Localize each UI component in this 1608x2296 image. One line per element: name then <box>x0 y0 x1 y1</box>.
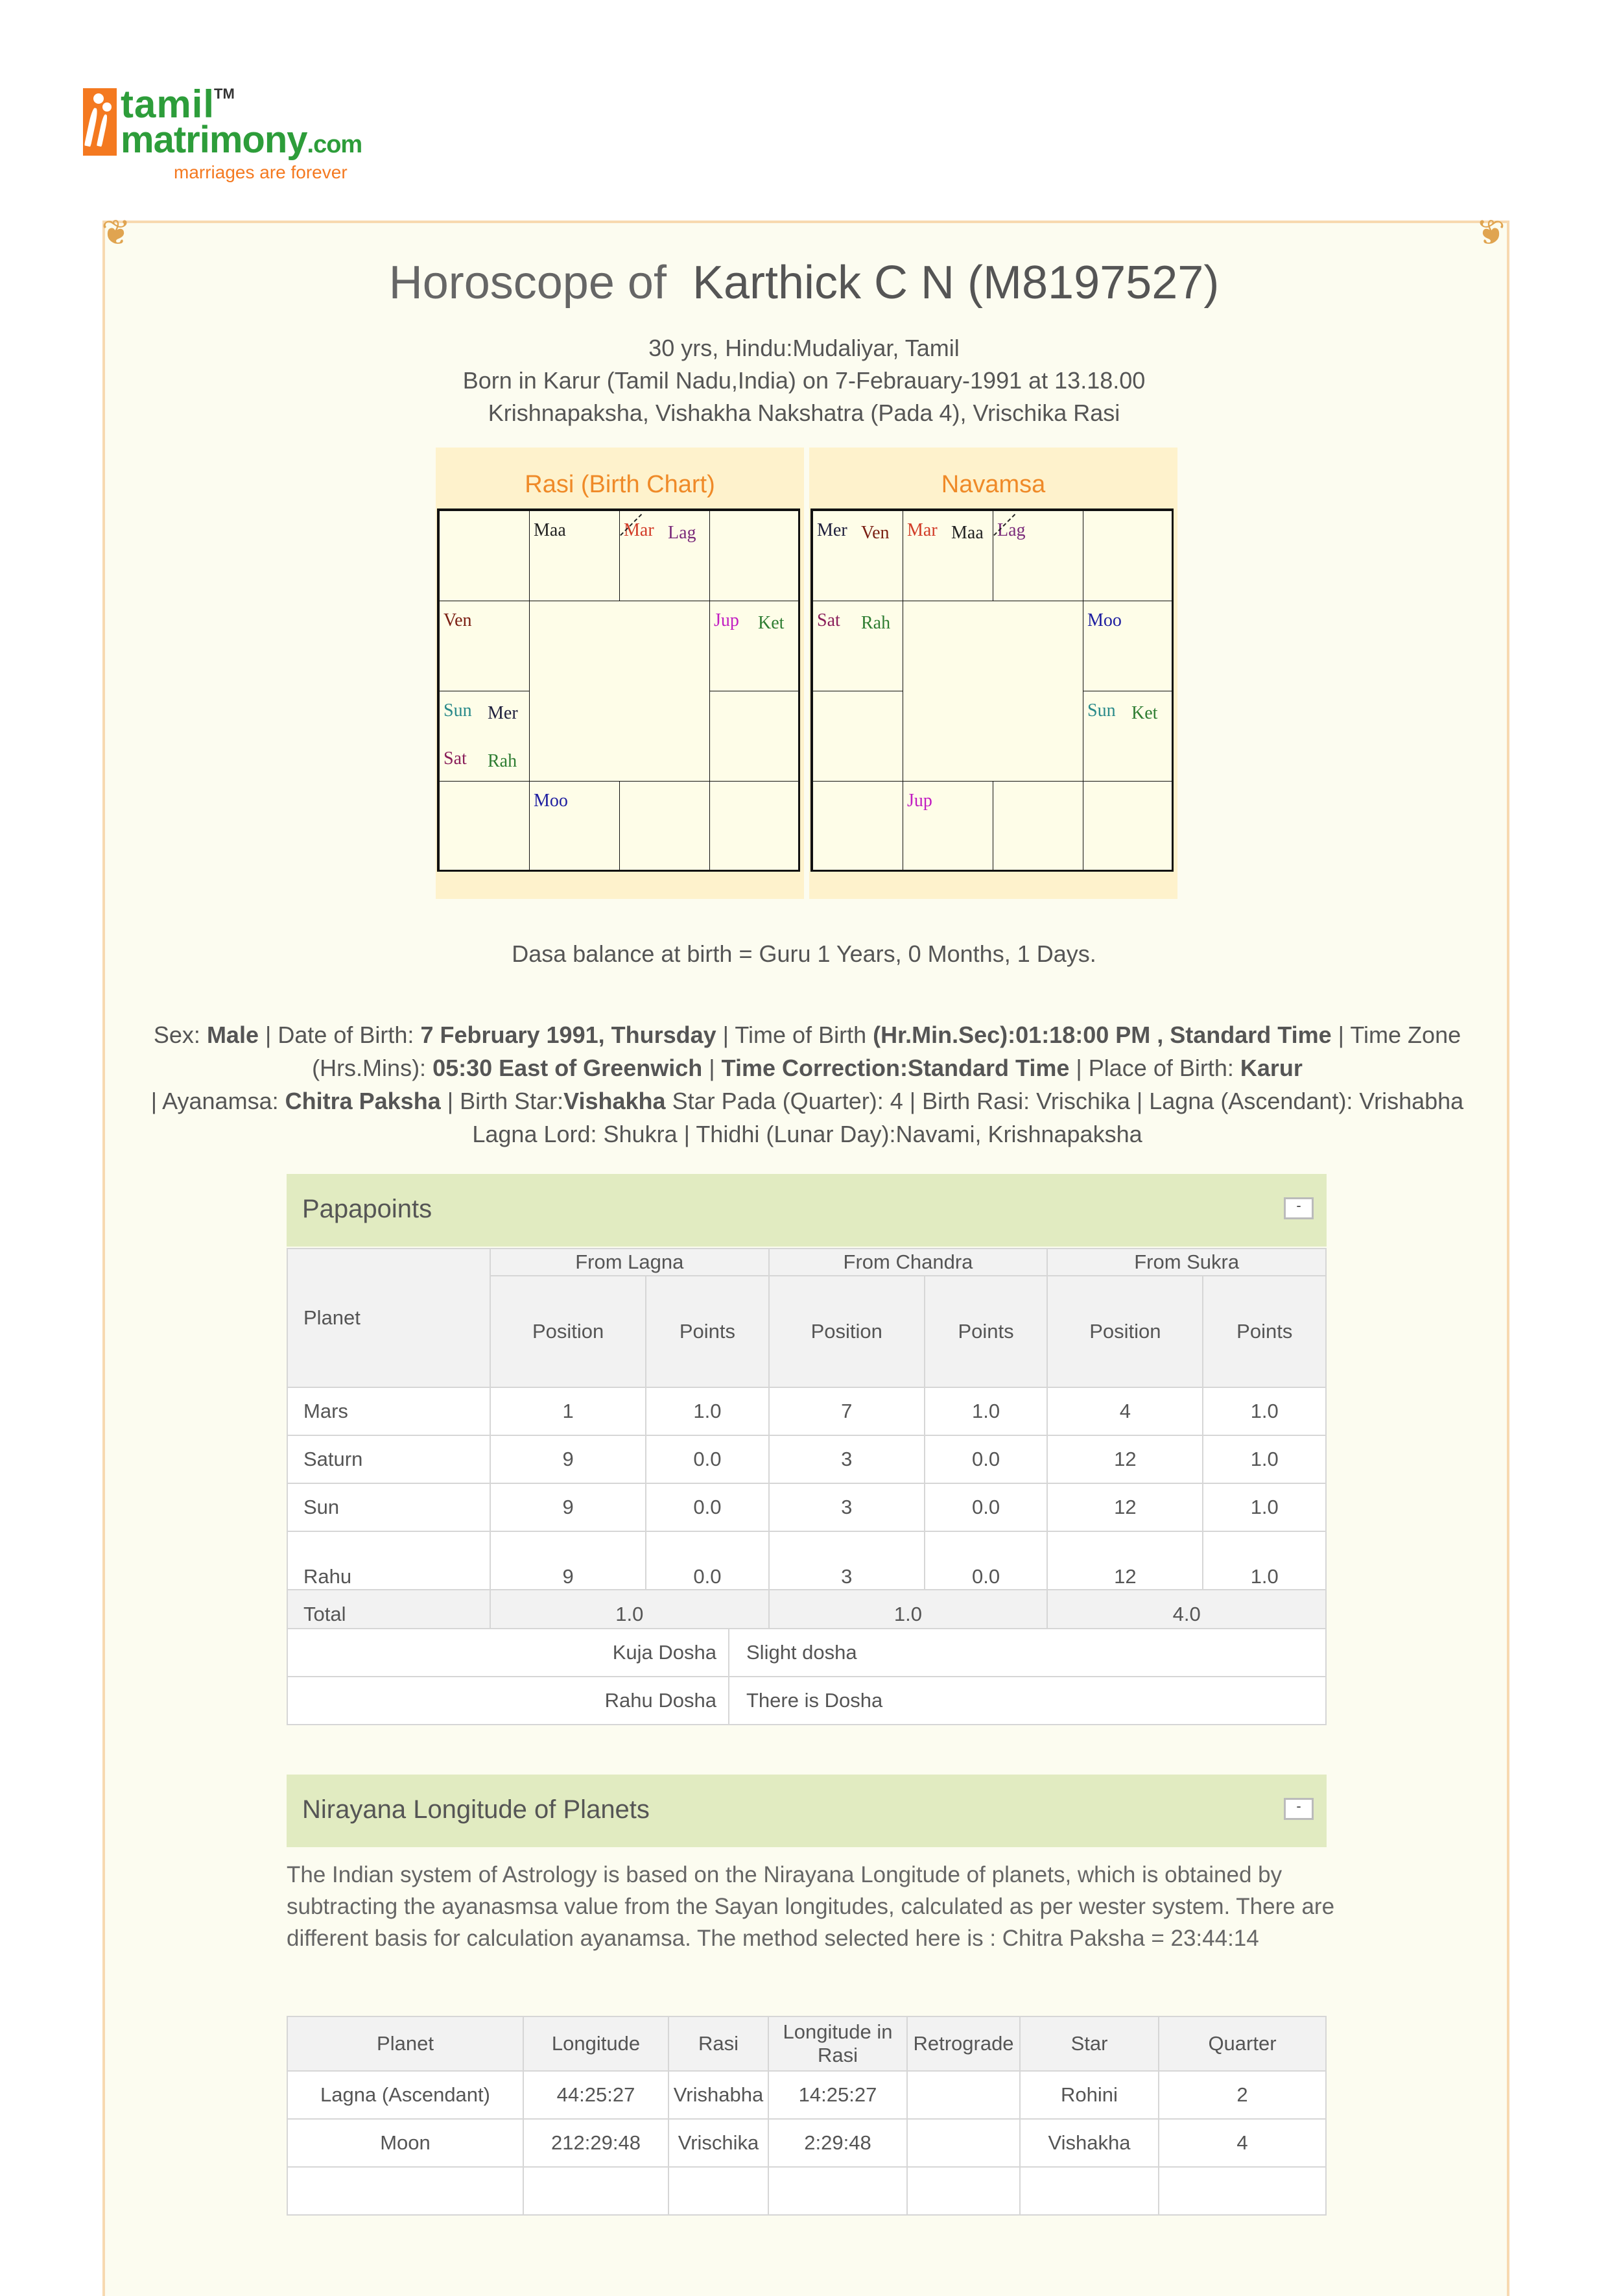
papapoints-title: Papapoints <box>302 1195 432 1223</box>
lagna: Lagna (Ascendant): Vrishabha <box>1149 1088 1464 1114</box>
nirayana-title: Nirayana Longitude of Planets <box>302 1795 650 1824</box>
planet-name: Mars <box>287 1387 490 1435</box>
dosha-row <box>287 1629 1326 1677</box>
cell <box>668 2167 768 2215</box>
papapoints-table <box>287 1248 1327 1640</box>
planet-row <box>287 2167 1326 2215</box>
ayanamsa-value: Chitra Paksha <box>285 1088 441 1114</box>
col-points: Points <box>1203 1276 1326 1387</box>
house-cell <box>439 601 530 691</box>
papapoints-row <box>287 1435 1326 1483</box>
house-cell <box>1083 691 1174 782</box>
title-prefix: Horoscope of <box>388 257 667 309</box>
col-position: Position <box>769 1276 925 1387</box>
planet-row <box>287 2071 1326 2119</box>
nirayana-table <box>287 2016 1327 2216</box>
planet-name: Rahu <box>287 1531 490 1590</box>
position-cell: 9 <box>490 1435 646 1483</box>
planet-label: Moo <box>534 791 568 811</box>
house-cell <box>529 510 620 601</box>
house-cell <box>1083 510 1174 601</box>
cell <box>907 2119 1020 2167</box>
house-cell <box>439 781 530 872</box>
house-cell <box>993 510 1083 601</box>
house-cell <box>903 510 993 601</box>
house-cell <box>619 781 710 872</box>
sex-value: Male <box>206 1022 259 1048</box>
planet-label: Ket <box>1131 703 1158 723</box>
papapoints-row <box>287 1483 1326 1531</box>
page-title <box>0 256 1608 309</box>
papapoints-row <box>287 1387 1326 1435</box>
group-header: From Chandra <box>769 1249 1048 1276</box>
house-cell <box>812 510 903 601</box>
nirayana-intro: The Indian system of Astrology is based on the Nirayana Longitude of planets, which is obtained by subtracting the ayanasmsa value from the Sayan longitudes, calculated as per wester system. There are different basis for calculation ayanamsa. The method selected here is : Chitra Paksha = 23:44:14 <box>287 1862 1335 1951</box>
dosha-table <box>287 1628 1327 1725</box>
points-cell: 0.0 <box>925 1531 1047 1590</box>
points-cell: 1.0 <box>1203 1387 1326 1435</box>
dosha-value: There is Dosha <box>729 1677 1326 1725</box>
position-cell: 12 <box>1047 1531 1203 1590</box>
planet-name: Saturn <box>287 1435 490 1483</box>
cell <box>287 2167 523 2215</box>
dosha-value: Slight dosha <box>729 1629 1326 1677</box>
cell: Vrischika <box>668 2119 768 2167</box>
pob-value: Karur <box>1240 1055 1303 1081</box>
cell: 2 <box>1159 2071 1326 2119</box>
points-cell: 0.0 <box>646 1531 768 1590</box>
logo-brand-suffix: .com <box>307 131 362 158</box>
couple-logo-icon <box>83 88 117 156</box>
planet-label: Sat <box>443 748 467 769</box>
column-header: Retrograde <box>907 2016 1020 2071</box>
house-cell <box>993 781 1083 872</box>
cell: Rohini <box>1020 2071 1159 2119</box>
position-cell: 3 <box>769 1531 925 1590</box>
planet-label: Ket <box>758 613 785 633</box>
star-pada: Star Pada (Quarter): 4 <box>672 1088 903 1114</box>
planet-label: Mer <box>488 703 518 723</box>
pob-label: Place of Birth: <box>1088 1055 1234 1081</box>
dasa-balance: Dasa balance at birth = Guru 1 Years, 0 Months, 1 Days. <box>512 940 1096 967</box>
planet-row <box>287 2119 1326 2167</box>
tob-label: Time of Birth <box>735 1022 867 1048</box>
house-cell <box>439 691 530 782</box>
points-cell: 0.0 <box>925 1483 1047 1531</box>
total-value: 4.0 <box>1047 1590 1326 1639</box>
position-cell: 12 <box>1047 1435 1203 1483</box>
ornament-corner-icon: ❦ <box>101 213 131 252</box>
position-cell: 3 <box>769 1483 925 1531</box>
planet-label: Rah <box>488 751 517 771</box>
cell: Vishakha <box>1020 2119 1159 2167</box>
planet-label: Lag <box>668 523 696 543</box>
cell <box>907 2167 1020 2215</box>
points-cell: 1.0 <box>1203 1483 1326 1531</box>
cell: 2:29:48 <box>768 2119 907 2167</box>
col-points: Points <box>646 1276 768 1387</box>
cell: 14:25:27 <box>768 2071 907 2119</box>
col-planet: Planet <box>287 1249 490 1387</box>
points-cell: 0.0 <box>646 1483 768 1531</box>
total-label: Total <box>287 1590 490 1639</box>
dosha-row <box>287 1677 1326 1725</box>
column-header: Star <box>1020 2016 1159 2071</box>
position-cell: 9 <box>490 1483 646 1531</box>
planet-label: Rah <box>861 613 891 633</box>
column-header: Longitude <box>523 2016 668 2071</box>
dob-label: Date of Birth: <box>278 1022 414 1048</box>
house-cell <box>709 781 800 872</box>
planet-label: Jup <box>907 791 932 811</box>
profile-summary: 30 yrs, Hindu:Mudaliyar, Tamil <box>648 335 960 361</box>
time-correction: Time Correction:Standard Time <box>721 1055 1070 1081</box>
dob-value: 7 February 1991, Thursday <box>420 1022 716 1048</box>
planet-label: Sun <box>1087 700 1116 721</box>
rasi-chart-title: Rasi (Birth Chart) <box>525 471 715 498</box>
cell: 4 <box>1159 2119 1326 2167</box>
papapoints-header <box>287 1174 1327 1247</box>
cell <box>523 2167 668 2215</box>
planet-label: Mer <box>817 520 847 540</box>
ayanamsa-label: Ayanamsa: <box>162 1088 279 1114</box>
column-header: Longitude in Rasi <box>768 2016 907 2071</box>
logo-tagline: marriages are forever <box>174 162 348 182</box>
position-cell: 4 <box>1047 1387 1203 1435</box>
logo-brand-top: tamil <box>121 82 215 126</box>
house-cell <box>529 781 620 872</box>
dosha-label: Kuja Dosha <box>287 1629 729 1677</box>
position-cell: 12 <box>1047 1483 1203 1531</box>
house-cell <box>903 781 993 872</box>
cell <box>768 2167 907 2215</box>
house-cell <box>812 691 903 782</box>
column-header: Planet <box>287 2016 523 2071</box>
tz-value: 05:30 East of Greenwich <box>432 1055 703 1081</box>
planet-label: Sun <box>443 700 472 721</box>
position-cell: 7 <box>769 1387 925 1435</box>
site-logo <box>83 82 368 189</box>
birth-rasi: Birth Rasi: Vrischika <box>922 1088 1130 1114</box>
cell: Vrishabha <box>668 2071 768 2119</box>
planet-name: Sun <box>287 1483 490 1531</box>
cell: Lagna (Ascendant) <box>287 2071 523 2119</box>
column-header: Quarter <box>1159 2016 1326 2071</box>
profile-name: Karthick C N (M8197527) <box>692 257 1220 309</box>
star-value: Vishakha <box>563 1088 666 1114</box>
cell: 212:29:48 <box>523 2119 668 2167</box>
cell: 44:25:27 <box>523 2071 668 2119</box>
birth-details: Sex: Male | Date of Birth: 7 February 1991, Thursday | Time of Birth (Hr.Min.Sec):01:18:00 PM , Standard Time | Time Zone (Hrs.Mins): 05:30 East of Greenwich | Time Correction:Standard Time | Place of Birth: Karur | Ayanamsa: Chitra Paksha | Birth Star:Vishakha Star Pada (Quarter): 4 | Birth Rasi: Vrischika | Lagna (Ascendant): Vrishabha Lagna Lord: Shukra | Thidhi (Lunar Day):Navami, Krishnapaksha <box>150 1022 1464 1147</box>
nirayana-header <box>287 1775 1327 1847</box>
navamsa-chart-title: Navamsa <box>941 471 1046 498</box>
house-cell <box>709 601 800 691</box>
col-points: Points <box>925 1276 1047 1387</box>
navamsa-chart <box>809 448 1177 899</box>
planet-label: Moo <box>1087 610 1122 630</box>
column-header: Rasi <box>668 2016 768 2071</box>
thidhi: Thidhi (Lunar Day):Navami, Krishnapaksha <box>696 1121 1142 1147</box>
planet-label: Jup <box>714 610 739 630</box>
group-header: From Lagna <box>490 1249 769 1276</box>
total-value: 1.0 <box>769 1590 1048 1639</box>
points-cell: 1.0 <box>1203 1435 1326 1483</box>
logo-trademark: TM <box>214 86 235 102</box>
star-summary: Krishnapaksha, Vishakha Nakshatra (Pada 4), Vrischika Rasi <box>488 400 1120 426</box>
house-cell <box>619 510 710 601</box>
cell <box>907 2071 1020 2119</box>
house-cell <box>812 601 903 691</box>
papapoints-row <box>287 1531 1326 1590</box>
collapse-button[interactable]: - <box>1284 1197 1314 1219</box>
house-cell <box>812 781 903 872</box>
cell <box>1020 2167 1159 2215</box>
points-cell: 1.0 <box>646 1387 768 1435</box>
total-value: 1.0 <box>490 1590 769 1639</box>
navamsa-grid <box>810 508 1174 872</box>
house-cell <box>709 691 800 782</box>
cell: Moon <box>287 2119 523 2167</box>
col-position: Position <box>1047 1276 1203 1387</box>
points-cell: 0.0 <box>646 1435 768 1483</box>
planet-label: Lag <box>997 520 1026 540</box>
lagna-lord: Lagna Lord: Shukra <box>472 1121 678 1147</box>
planet-label: Ven <box>861 523 890 543</box>
planet-label: Mar <box>907 520 938 540</box>
ornament-corner-icon: ❦ <box>1476 213 1506 252</box>
planet-label: Maa <box>534 520 566 540</box>
group-header: From Sukra <box>1047 1249 1326 1276</box>
house-cell <box>709 510 800 601</box>
cell <box>1159 2167 1326 2215</box>
collapse-button[interactable]: - <box>1284 1798 1314 1820</box>
house-cell <box>1083 601 1174 691</box>
position-cell: 1 <box>490 1387 646 1435</box>
planet-label: Ven <box>443 610 472 630</box>
sex-label: Sex: <box>153 1022 200 1048</box>
rasi-chart <box>436 448 804 899</box>
tob-value: (Hr.Min.Sec):01:18:00 PM , Standard Time <box>873 1022 1332 1048</box>
points-cell: 1.0 <box>1203 1531 1326 1590</box>
col-position: Position <box>490 1276 646 1387</box>
horoscope-charts <box>436 448 1177 899</box>
planet-label: Maa <box>951 523 984 543</box>
house-cell <box>1083 781 1174 872</box>
logo-brand-word: matrimony <box>121 119 307 161</box>
logo-brand-bottom <box>121 118 362 161</box>
position-cell: 9 <box>490 1531 646 1590</box>
points-cell: 0.0 <box>925 1435 1047 1483</box>
position-cell: 3 <box>769 1435 925 1483</box>
planet-label: Mar <box>624 520 654 540</box>
dosha-label: Rahu Dosha <box>287 1677 729 1725</box>
tz-label: Time Zone (Hrs.Mins): <box>312 1022 1461 1081</box>
rasi-grid <box>437 508 800 872</box>
birth-summary: Born in Karur (Tamil Nadu,India) on 7-Febrauary-1991 at 13.18.00 <box>462 367 1146 394</box>
points-cell: 1.0 <box>925 1387 1047 1435</box>
planet-label: Sat <box>817 610 840 630</box>
house-cell <box>439 510 530 601</box>
star-label: Birth Star: <box>460 1088 564 1114</box>
